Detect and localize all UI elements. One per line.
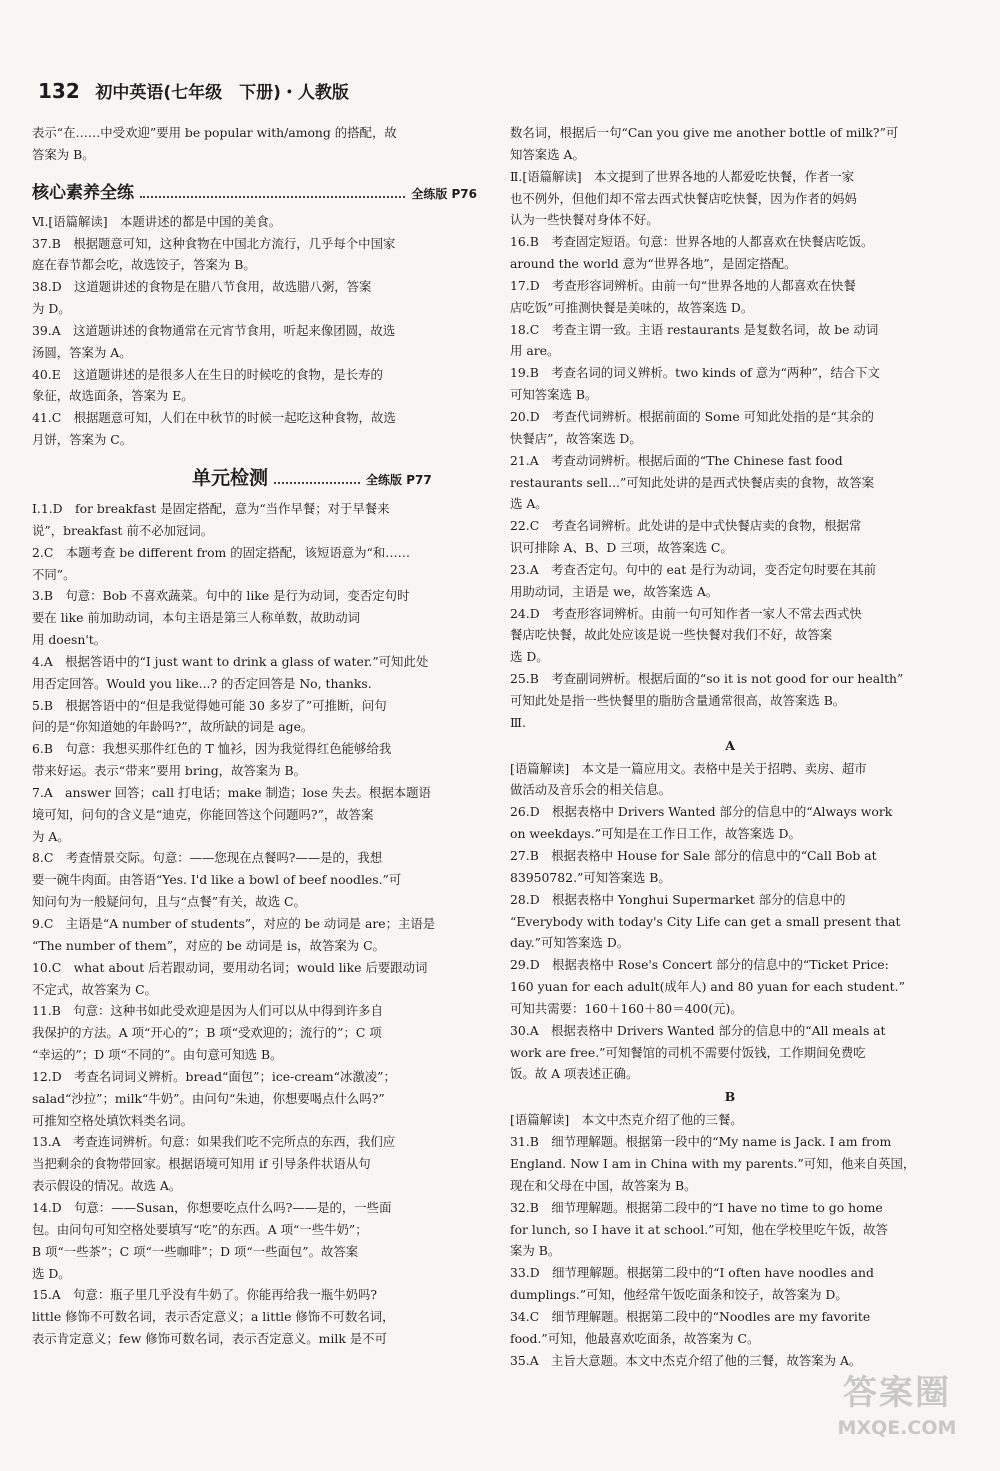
text-line: 店吃饭”可推测快餐是美味的，故答案选 D。 bbox=[510, 299, 754, 315]
text-line: [语篇解读] 本文是一篇应用文。表格中是关于招聘、卖房、超市 bbox=[510, 760, 867, 776]
left-column bbox=[32, 122, 477, 1350]
text-line: 快餐店”，故答案选 D。 bbox=[510, 430, 642, 446]
text-line: 15.A 句意：瓶子里几乎没有牛奶了。你能再给我一瓶牛奶吗? bbox=[32, 1287, 378, 1303]
text-line: 不定式，故答案为 C。 bbox=[32, 981, 157, 997]
text-line: 选 D。 bbox=[510, 649, 549, 665]
text-line: Ⅲ. bbox=[510, 714, 526, 730]
section-title: 核心素养全练 bbox=[32, 182, 134, 203]
text-line: 要一碗牛肉面。由答语“Yes. I'd like a bowl of beef noodles.”可 bbox=[32, 872, 402, 888]
text-line: 22.C 考查名词辨析。此处讲的是中式快餐店卖的食物，根据常 bbox=[510, 518, 862, 534]
text-line: Ⅵ.[语篇解读] 本题讲述的都是中国的美食。 bbox=[32, 213, 282, 229]
text-line: 160 yuan for each adult(成年人) and 80 yuan for each student.” bbox=[510, 979, 905, 995]
text-line: 9.C 主语是“A number of students”，对应的 be 动词是 are；主语是 bbox=[32, 916, 436, 931]
text-line: 30.A 根据表格中 Drivers Wanted 部分的信息中的“All meals at bbox=[510, 1022, 886, 1038]
text-line: “幸运的”；D 项“不同的”。由句意可知选 B。 bbox=[32, 1047, 283, 1063]
text-line: for lunch, so I have it at school.”可知，他在学校里吃午饭，故答 bbox=[510, 1221, 888, 1237]
intro-block bbox=[32, 122, 477, 166]
text-line: restaurants sell...”可知此处讲的是西式快餐店卖的食物，故答案 bbox=[510, 474, 875, 490]
text-line: 37.B 根据题意可知，这种食物在中国北方流行，几乎每个中国家 bbox=[32, 235, 396, 251]
text-line: 选 D。 bbox=[32, 1265, 71, 1281]
text-line: 选 A。 bbox=[510, 496, 548, 512]
text-line: day.”可知答案选 D。 bbox=[510, 935, 630, 951]
text-line: 用 are。 bbox=[510, 343, 560, 359]
section-unit-test-header bbox=[32, 463, 477, 490]
watermark-text: 答案圈 bbox=[843, 1373, 951, 1413]
text-line: 33.D 细节理解题。根据第二段中的“I often have noodles and bbox=[510, 1265, 874, 1281]
text-line: 可推知空格处填饮料类名词。 bbox=[32, 1112, 194, 1128]
text-line: 39.A 这道题讲述的食物通常在元宵节食用，听起来像团圆，故选 bbox=[32, 322, 396, 338]
text-line: 包。由问句可知空格处要填写“吃”的东西。A 项“一些牛奶”； bbox=[32, 1221, 368, 1237]
text-line: 认为一些快餐对身体不好。 bbox=[510, 212, 659, 228]
part-b-heading: B bbox=[724, 1089, 736, 1105]
text-line: 3.B 句意：Bob 不喜欢蔬菜。句中的 like 是行为动词，变否定句时 bbox=[32, 588, 410, 604]
text-line: 饭。故 A 项表述正确。 bbox=[510, 1066, 639, 1082]
text-line: 当把剩余的食物带回家。根据语境可知用 if 引导条件状语从句 bbox=[32, 1156, 371, 1172]
text-line: 41.C 根据题意可知，人们在中秋节的时候一起吃这种食物，故选 bbox=[32, 410, 396, 426]
text-line: 20.D 考查代词辨析。根据前面的 Some 可知此处指的是“其余的 bbox=[510, 408, 874, 424]
page-title: 初中英语(七年级 下册)・人教版 bbox=[95, 83, 349, 103]
text-line: 11.B 句意：这种书如此受欢迎是因为人们可以从中得到许多自 bbox=[32, 1003, 383, 1019]
text-line: England. Now I am in China with my parents.”可知，他来自英国， bbox=[510, 1155, 916, 1171]
text-line: 可知答案选 B。 bbox=[510, 387, 598, 403]
text-line: 为 D。 bbox=[32, 301, 71, 317]
right-column bbox=[510, 122, 950, 1371]
text-line: little 修饰不可数名词，表示否定意义；a little 修饰不可数名词， bbox=[32, 1309, 395, 1325]
text-line: 汤圆，答案为 A。 bbox=[32, 344, 132, 360]
section-core-practice-header bbox=[32, 178, 477, 203]
section-page-ref: 全练版 P76 bbox=[411, 186, 477, 201]
text-line: 6.B 句意：我想买那件红色的 T 恤衫，因为我觉得红色能够给我 bbox=[32, 741, 392, 757]
text-line: around the world 意为“世界各地”，是固定搭配。 bbox=[510, 256, 797, 272]
text-line: “Everybody with today's City Life can get a small present that bbox=[510, 913, 901, 929]
text-line: 餐店吃快餐，故此处应该是说一些快餐对我们不好，故答案 bbox=[510, 627, 833, 643]
text-line: 21.A 考查动词辨析。根据后面的“The Chinese fast food bbox=[510, 452, 843, 468]
text-line: 18.C 考查主谓一致。主语 restaurants 是复数名词，故 be 动词 bbox=[510, 321, 879, 337]
text-line: 13.A 考查连词辨析。句意：如果我们吃不完所点的东西，我们应 bbox=[32, 1134, 396, 1150]
text-line: 可知共需要：160＋160＋80＝400(元)。 bbox=[510, 1000, 743, 1016]
text-line: 17.D 考查形容词辨析。由前一句“世界各地的人都喜欢在快餐 bbox=[510, 277, 856, 293]
text-line: 做活动及音乐会的相关信息。 bbox=[510, 782, 672, 798]
answers-part-a bbox=[510, 758, 950, 1086]
text-line: 也不例外，但他们却不常去西式快餐店吃快餐，因为作者的妈妈 bbox=[510, 190, 857, 206]
text-line: 月饼，答案为 C。 bbox=[32, 432, 133, 448]
text-line: 83950782.”可知答案选 B。 bbox=[510, 869, 671, 885]
text-line: 35.A 主旨大意题。本文中杰克介绍了他的三餐，故答案为 A。 bbox=[510, 1352, 862, 1368]
text-line: 31.B 细节理解题。根据第一段中的“My name is Jack. I am from bbox=[510, 1134, 892, 1150]
dotted-leader bbox=[274, 482, 360, 484]
text-line: 说”，breakfast 前不必加冠词。 bbox=[32, 522, 214, 538]
text-line: 26.D 根据表格中 Drivers Wanted 部分的信息中的“Always work bbox=[510, 804, 893, 820]
text-line: 29.D 根据表格中 Rose's Concert 部分的信息中的“Ticket Price: bbox=[510, 957, 889, 973]
text-line: 表示假设的情况。故选 A。 bbox=[32, 1178, 182, 1194]
text-line: 表示肯定意义；few 修饰可数名词，表示否定意义。milk 是不可 bbox=[32, 1331, 387, 1347]
section-title: 单元检测 bbox=[192, 466, 269, 489]
core-practice-answers bbox=[32, 211, 477, 451]
text-line: work are free.”可知餐馆的司机不需要付饭钱，工作期间免费吃 bbox=[510, 1044, 866, 1060]
text-line: 知答案选 A。 bbox=[510, 146, 585, 162]
text-line: Ⅱ.[语篇解读] 本文提到了世界各地的人都爱吃快餐，作者一家 bbox=[510, 168, 855, 184]
unit-test-answers bbox=[32, 498, 477, 1350]
text-line: 25.B 考查副词辨析。根据后面的“so it is not good for our health” bbox=[510, 671, 904, 687]
answers-part-b bbox=[510, 1109, 950, 1371]
text-line: 32.B 细节理解题。根据第二段中的“I have no time to go home bbox=[510, 1199, 883, 1215]
text-line: “The number of them”，对应的 be 动词是 is，故答案为 C。 bbox=[32, 937, 385, 953]
text-line: 27.B 根据表格中 House for Sale 部分的信息中的“Call Bob at bbox=[510, 848, 877, 863]
text-line: 象征，故选面条，答案为 E。 bbox=[32, 388, 194, 404]
text-line: 不同”。 bbox=[32, 566, 76, 582]
text-line: 5.B 根据答语中的“但是我觉得她可能 30 多岁了”可推断，问句 bbox=[32, 697, 387, 713]
text-line: 庭在春节都会吃，故选饺子，答案为 B。 bbox=[32, 257, 256, 273]
text-line: 识可排除 A、B、D 三项，故答案选 C。 bbox=[510, 540, 733, 556]
text-line: 34.C 细节理解题。根据第二段中的“Noodles are my favorite bbox=[510, 1308, 871, 1324]
text-line: 用否定回答。Would you like...? 的否定回答是 No, thanks. bbox=[32, 675, 372, 691]
text-line: food.”可知，他最喜欢吃面条，故答案为 C。 bbox=[510, 1330, 760, 1346]
text-line: 案为 B。 bbox=[510, 1243, 561, 1259]
text-line: 38.D 这道题讲述的食物是在腊八节食用，故选腊八粥，答案 bbox=[32, 279, 372, 295]
text-line: 12.D 考查名词词义辨析。bread“面包”；ice-cream“冰激凌”； bbox=[32, 1068, 396, 1084]
text-line: 现在和父母在中国，故答案为 B。 bbox=[510, 1177, 697, 1193]
text-line: 用 doesn't。 bbox=[32, 632, 107, 648]
text-line: 16.B 考查固定短语。句意：世界各地的人都喜欢在快餐店吃饭。 bbox=[510, 234, 874, 250]
text-line: 知问句为一般疑问句，且与“点餐”有关，故选 C。 bbox=[32, 894, 306, 910]
part-a-heading: A bbox=[725, 737, 735, 753]
text-line: B 项“一些茶”；C 项“一些咖啡”；D 项“一些面包”。故答案 bbox=[32, 1243, 359, 1259]
text-line: 14.D 句意：——Susan，你想要吃点什么吗?——是的，一些面 bbox=[32, 1199, 392, 1215]
text-line: 8.C 考查情景交际。句意：——您现在点餐吗?——是的，我想 bbox=[32, 850, 383, 866]
text-line: 境可知，问句的含义是“迪克，你能回答这个问题吗?”，故答案 bbox=[32, 806, 374, 822]
text-line: 我保护的方法。A 项“开心的”；B 项“受欢迎的；流行的”；C 项 bbox=[32, 1025, 382, 1041]
text-line: 为 A。 bbox=[32, 828, 70, 844]
text-line: dumplings.”可知，他经常午饭吃面条和饺子，故答案为 D。 bbox=[510, 1287, 848, 1303]
text-line: 带来好运。表示“带来”要用 bring，故答案为 B。 bbox=[32, 763, 307, 779]
answers-part-1 bbox=[510, 122, 950, 734]
dotted-leader bbox=[140, 196, 405, 198]
text-line: 23.A 考查否定句。句中的 eat 是行为动词，变否定句时要在其前 bbox=[510, 561, 876, 577]
text-line: 24.D 考查形容词辨析。由前一句可知作者一家人不常去西式快 bbox=[510, 605, 862, 621]
text-line: [语篇解读] 本文中杰克介绍了他的三餐。 bbox=[510, 1112, 743, 1128]
text-line: 28.D 根据表格中 Yonghui Supermarket 部分的信息中的 bbox=[510, 891, 846, 907]
text-line: 7.A answer 回答；call 打电话；make 制造；lose 失去。根据本题语 bbox=[32, 784, 431, 800]
page-header bbox=[38, 78, 958, 112]
section-page-ref: 全练版 P77 bbox=[366, 472, 432, 487]
text-line: 19.B 考查名词的词义辨析。two kinds of 意为“两种”，结合下文 bbox=[510, 365, 880, 381]
text-line: 要在 like 前加助动词，本句主语是第三人称单数，故助动词 bbox=[32, 610, 361, 626]
text-line: 2.C 本题考查 be different from 的固定搭配，该短语意为“和…… bbox=[32, 544, 411, 560]
text-line: 问的是“你知道她的年龄吗?”，故所缺的词是 age。 bbox=[32, 719, 314, 735]
text-line: 表示“在……中受欢迎”要用 be popular with/among 的搭配，故 bbox=[32, 125, 397, 140]
text-line: 4.A 根据答语中的“I just want to drink a glass of water.”可知此处 bbox=[32, 653, 429, 669]
watermark-url: MXQE.COM bbox=[837, 1417, 957, 1439]
page-number: 132 bbox=[38, 79, 80, 103]
text-line: 答案为 B。 bbox=[32, 146, 95, 162]
text-line: salad“沙拉”；milk“牛奶”。由问句“朱迪，你想要喝点什么吗?” bbox=[32, 1090, 385, 1106]
text-line: 10.C what about 后若跟动词，要用动名词；would like 后要跟动词 bbox=[32, 959, 428, 975]
text-line: 40.E 这道题讲述的是很多人在生日的时候吃的食物，是长寿的 bbox=[32, 366, 383, 382]
text-line: 用助动词，主语是 we，故答案选 A。 bbox=[510, 583, 719, 599]
watermark-logo bbox=[812, 1371, 982, 1459]
text-line: Ⅰ.1.D for breakfast 是固定搭配，意为“当作早餐；对于早餐来 bbox=[32, 500, 390, 516]
text-line: 可知此处是指一些快餐里的脂肪含量通常很高，故答案选 B。 bbox=[510, 692, 846, 708]
text-line: 数名词，根据后一句“Can you give me another bottle of milk?”可 bbox=[510, 125, 899, 140]
text-line: on weekdays.”可知是在工作日工作，故答案选 D。 bbox=[510, 826, 801, 842]
